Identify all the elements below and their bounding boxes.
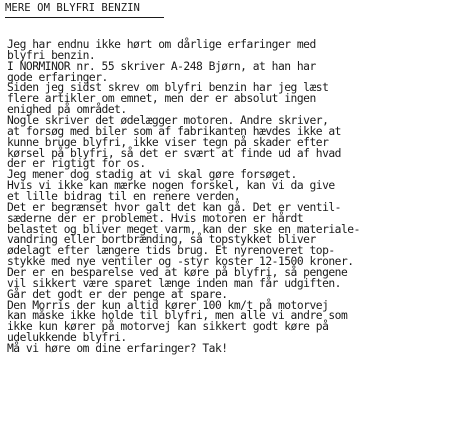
text-line: gode erfaringer. xyxy=(7,70,108,84)
text-line: et lille bidrag til en renere verden. xyxy=(7,190,241,204)
text-line: enighed på området. xyxy=(7,103,127,117)
text-line: ikke kun kører på motorvej kan sikkert godt køre på xyxy=(7,320,329,334)
title-underline xyxy=(5,17,164,18)
text-line: Jeg mener dog stadig at vi skal gøre forsøget. xyxy=(7,168,297,182)
text-line: Det er begrænset hvor galt det kan gå. Det er ventil- xyxy=(7,200,341,214)
text-line: Går det godt er der penge at spare. xyxy=(7,287,228,301)
text-line: Må vi høre om dine erfaringer? Tak! xyxy=(7,342,228,356)
text-line: Der er en besparelse ved at køre på blyfri, så pengene xyxy=(7,266,348,280)
document-title: MERE OM BLYFRI BENZIN xyxy=(5,2,140,14)
text-line: stykke med nye ventiler og -styr koster 12-1500 kroner. xyxy=(7,255,354,269)
text-line: udelukkende blyfri. xyxy=(7,331,127,345)
text-line: vil sikkert være sparet længe inden man får udgiften. xyxy=(7,276,341,290)
article-body xyxy=(7,40,459,355)
text-line: blyfri benzin. xyxy=(7,48,96,62)
text-line: Jeg har endnu ikke hørt om dårlige erfaringer med xyxy=(7,38,316,51)
text-line: sæderne der er problemet. Hvis motoren er hårdt xyxy=(7,211,304,225)
text-line: der er rigtigt for os. xyxy=(7,157,146,171)
text-line: Siden jeg sidst skrev om blyfri benzin har jeg læst xyxy=(7,81,329,95)
text-line: kan måske ikke holde til blyfri, men alle vi andre som xyxy=(7,309,348,323)
text-line: belastet og bliver meget varm, kan der ske en materiale- xyxy=(7,222,360,236)
text-line: Den Morris der kun altid kører 100 km/t på motorvej xyxy=(7,298,329,312)
text-line: at forsøg med biler som af fabrikanten hævdes ikke at xyxy=(7,124,341,138)
text-line: Hvis vi ikke kan mærke nogen forskel, kan vi da give xyxy=(7,179,335,193)
text-line: I NORMINOR nr. 55 skriver A-248 Bjørn, at han har xyxy=(7,59,316,73)
text-line: kørsel på blyfri, så det er svært at finde ud af hvad xyxy=(7,146,341,160)
text-line: flere artikler om emnet, men der er absolut ingen xyxy=(7,92,316,106)
text-line: ødelagt efter længere tids brug. Et nyrenoveret top- xyxy=(7,244,335,258)
text-line: vandring eller bortbrænding, så topstykket bliver xyxy=(7,233,316,247)
text-line: kunne bruge blyfri, ikke viser tegn på skader efter xyxy=(7,135,329,149)
text-line: Nogle skriver det ødelægger motoren. Andre skriver, xyxy=(7,114,329,128)
